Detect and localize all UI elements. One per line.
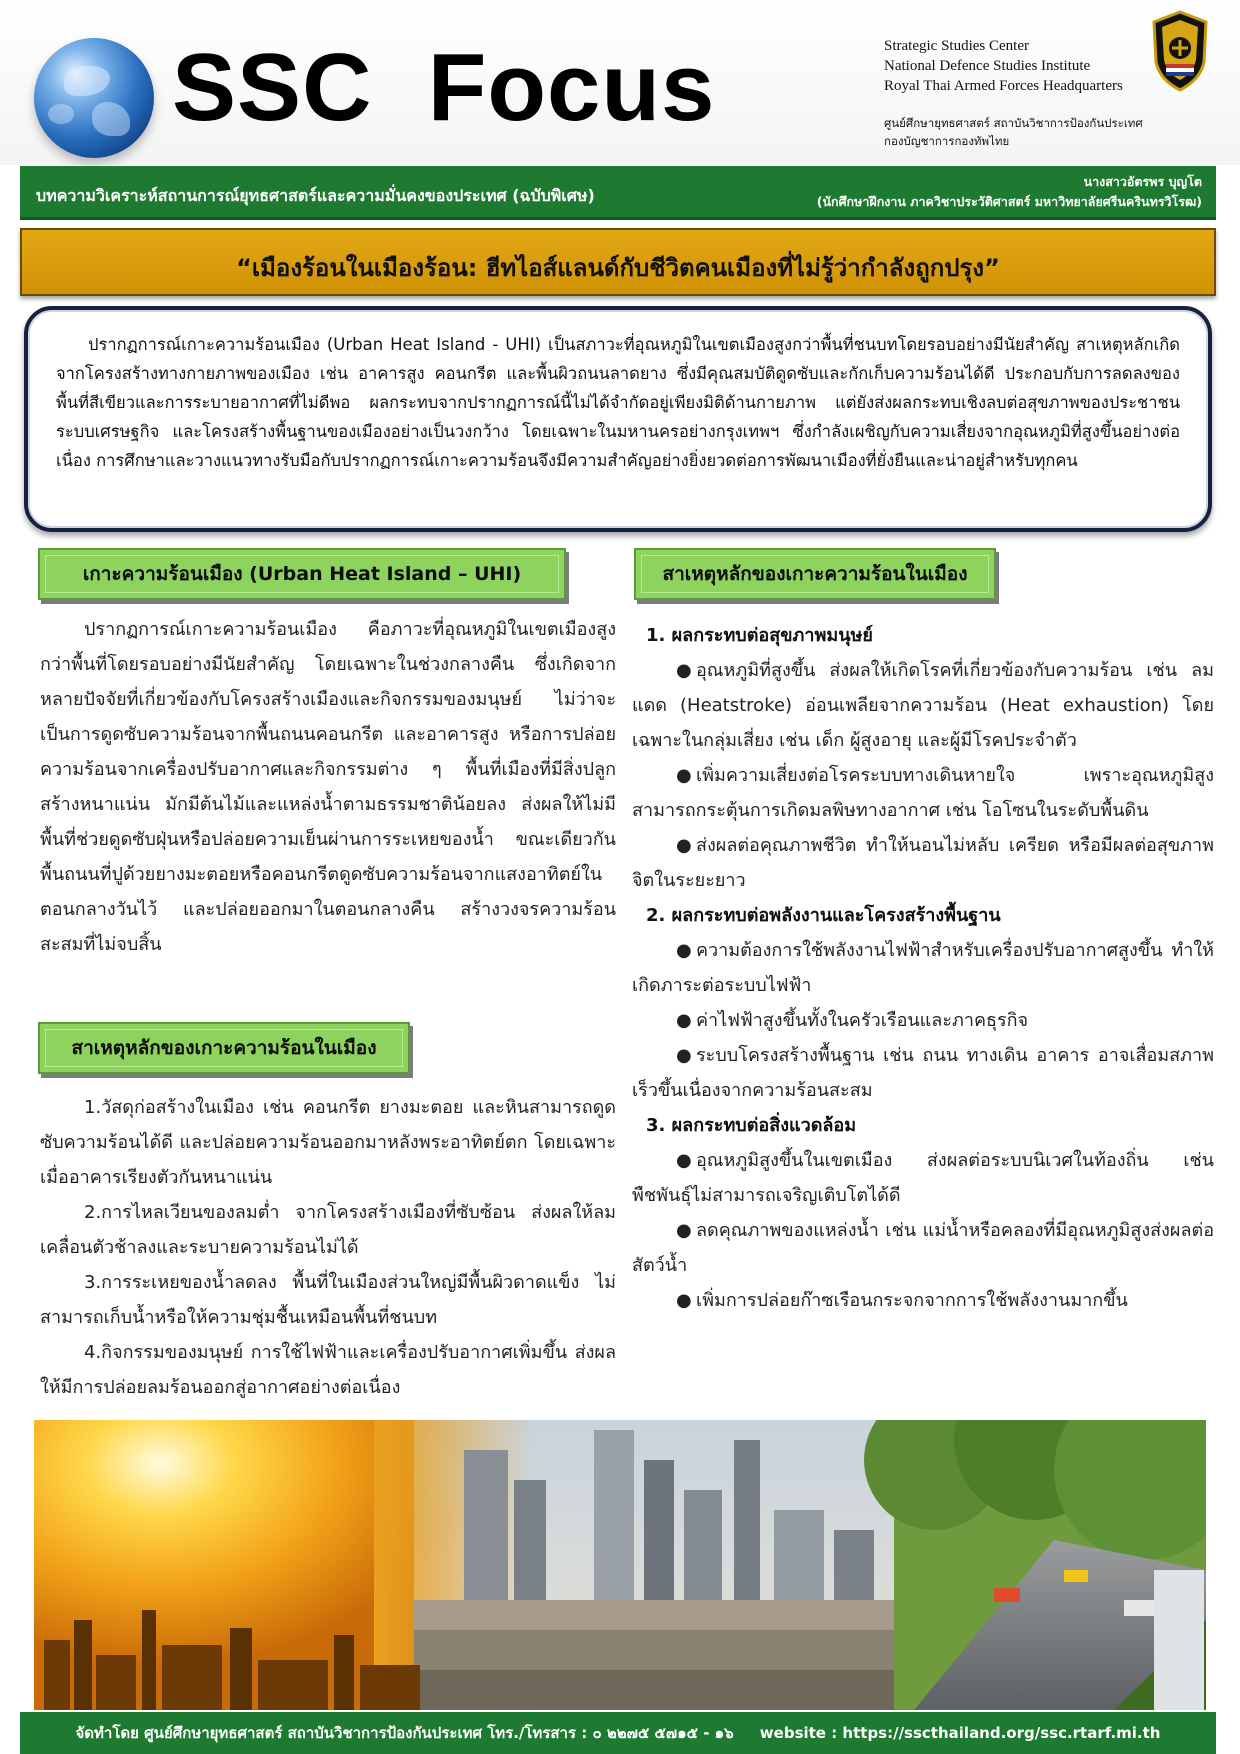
impact-subheading-environment: 3. ผลกระทบต่อสิ่งแวดล้อม	[646, 1115, 857, 1136]
bullet-dot-icon: ●	[676, 765, 692, 786]
cause-item: 2.การไหลเวียนของลมต่ำ จากโครงสร้างเมืองที่ซับซ้อน ส่งผลให้ลมเคลื่อนตัวช้าลงและระบายความร้อนไม่ได้	[40, 1202, 616, 1258]
bullet-dot-icon: ●	[676, 660, 692, 681]
bullet-dot-icon: ●	[676, 1290, 692, 1311]
impact-bullet: ● ลดคุณภาพของแหล่งน้ำ เช่น แม่น้ำหรือคลองที่มีอุณหภูมิสูงส่งผลต่อสัตว์น้ำ	[632, 1213, 1214, 1283]
series-label: บทความวิเคราะห์สถานการณ์ยุทธศาสตร์และความมั่นคงของประเทศ (ฉบับพิเศษ)	[36, 186, 595, 205]
armed-forces-emblem-icon	[1150, 10, 1210, 92]
cause-item: 3.การระเหยของน้ำลดลง พื้นที่ในเมืองส่วนใหญ่มีพื้นผิวดาดแข็ง ไม่สามารถเก็บน้ำหรือให้ความชุ่มชื้นเหมือนพื้นที่ชนบท	[40, 1272, 616, 1328]
section-heading-uhi	[38, 548, 566, 600]
org-en-line: National Defence Studies Institute	[884, 58, 1091, 74]
author-name: นางสาวอัตรพร บุญโต	[1083, 174, 1202, 189]
bullet-dot-icon: ●	[676, 1220, 692, 1241]
impacts-column	[632, 618, 1214, 1318]
org-th-line: กองบัญชาการกองทัพไทย	[884, 134, 1010, 148]
impact-bullet: ● ระบบโครงสร้างพื้นฐาน เช่น ถนน ทางเดิน อาคาร อาจเสื่อมสภาพเร็วขึ้นเนื่องจากความร้อนสะสม	[632, 1038, 1214, 1108]
bullet-dot-icon: ●	[676, 835, 692, 856]
organization-thai	[884, 114, 1143, 150]
globe-icon	[34, 38, 154, 158]
impact-bullet: ● เพิ่มความเสี่ยงต่อโรคระบบทางเดินหายใจ เพราะอุณหภูมิสูงสามารถกระตุ้นการเกิดมลพิษทางอากาศ เช่น โอโซนในระดับพื้นดิน	[632, 758, 1214, 828]
article-title-bar	[20, 228, 1216, 296]
page-footer	[20, 1712, 1216, 1754]
series-banner	[20, 166, 1216, 220]
impact-bullet: ● อุณหภูมิสูงขึ้นในเขตเมือง ส่งผลต่อระบบนิเวศในท้องถิ่น เช่น พืชพันธุ์ไม่สามารถเจริญเติบโตได้ดี	[632, 1143, 1214, 1213]
section-heading-label: สาเหตุหลักของเกาะความร้อนในเมือง	[662, 563, 968, 585]
causes-list	[40, 1090, 616, 1405]
intro-paragraph: ปรากฏการณ์เกาะความร้อนเมือง (Urban Heat Island - UHI) เป็นสภาวะที่อุณหภูมิในเขตเมืองสูงกว่าพื้นที่ชนบทโดยรอบอย่างมีนัยสำคัญ สาเหตุหลักเกิดจากโครงสร้างทางกายภาพของเมือง เช่น อาคารสูง คอนกรีต และพื้นผิวถนนลาดยาง ซึ่งมีคุณสมบัติดูดซับและกักเก็บความร้อนได้ดี ประกอบกับการลดลงของพื้นที่สีเขียวและการระบายอากาศที่ไม่ดีพอ ผลกระทบจากปรากฏการณ์นี้ไม่ได้จำกัดอยู่เพียงมิติด้านกายภาพ แต่ยังส่งผลกระทบเชิงลบต่อสุขภาพของประชาชน ระบบเศรษฐกิจ และโครงสร้างพื้นฐานของเมืองอย่างเป็นวงกว้าง โดยเฉพาะในมหานครอย่างกรุงเทพฯ ซึ่งกำลังเผชิญกับความเสี่ยงจากอุณหภูมิที่สูงขึ้นอย่างต่อเนื่อง การศึกษาและวางแนวทางรับมือกับปรากฏการณ์เกาะความร้อนจึงมีความสำคัญอย่างยิ่งยวดต่อการพัฒนาเมืองที่ยั่งยืนและน่าอยู่สำหรับทุกคน	[56, 335, 1180, 470]
author-affiliation: (นักศึกษาฝึกงาน ภาควิชาประวัติศาสตร์ มหาวิทยาลัยศรีนครินทรวิโรฒ)	[816, 194, 1202, 209]
bullet-dot-icon: ●	[676, 1150, 692, 1171]
bullet-dot-icon: ●	[676, 940, 692, 961]
organization-english	[884, 36, 1123, 96]
article-title: “เมืองร้อนในเมืองร้อน: ฮีทไอส์แลนด์กับชีวิตคนเมืองที่ไม่รู้ว่ากำลังถูกปรุง”	[236, 254, 1000, 282]
section-heading-label: เกาะความร้อนเมือง (Urban Heat Island – UHI)	[82, 563, 522, 585]
impact-bullet: ● เพิ่มการปล่อยก๊าซเรือนกระจกจากการใช้พลังงานมากขึ้น	[632, 1283, 1214, 1318]
page-header	[0, 0, 1240, 165]
cause-item: 4.กิจกรรมของมนุษย์ การใช้ไฟฟ้าและเครื่องปรับอากาศเพิ่มขึ้น ส่งผลให้มีการปล่อยลมร้อนออกสู่อากาศอย่างต่อเนื่อง	[40, 1342, 616, 1398]
author-block	[817, 172, 1202, 212]
org-th-line: ศูนย์ศึกษายุทธศาสตร์ สถาบันวิชาการป้องกันประเทศ	[884, 116, 1143, 130]
intro-box	[24, 306, 1212, 532]
masthead-title: SSC Focus	[172, 34, 716, 141]
bullet-dot-icon: ●	[676, 1010, 692, 1031]
bullet-dot-icon: ●	[676, 1045, 692, 1066]
section-heading-causes	[38, 1022, 410, 1074]
section-heading-label: สาเหตุหลักของเกาะความร้อนในเมือง	[71, 1037, 377, 1059]
cause-item: 1.วัสดุก่อสร้างในเมือง เช่น คอนกรีต ยางมะตอย และหินสามารถดูดซับความร้อนได้ดี และปล่อยความร้อนออกมาหลังพระอาทิตย์ตก โดยเฉพาะเมื่ออาคารเรียงตัวกันหนาแน่น	[40, 1097, 616, 1188]
impact-subheading-health: 1. ผลกระทบต่อสุขภาพมนุษย์	[646, 625, 873, 646]
impact-bullet: ● ค่าไฟฟ้าสูงขึ้นทั้งในครัวเรือนและภาคธุรกิจ	[632, 1003, 1214, 1038]
city-heat-photo	[34, 1420, 1206, 1710]
impact-bullet: ● ความต้องการใช้พลังงานไฟฟ้าสำหรับเครื่องปรับอากาศสูงขึ้น ทำให้เกิดภาระต่อระบบไฟฟ้า	[632, 933, 1214, 1003]
footer-contact: จัดทำโดย ศูนย์ศึกษายุทธศาสตร์ สถาบันวิชาการป้องกันประเทศ โทร./โทรสาร : ๐ ๒๒๗๕ ๕๗๑๕ - ๑๖ website : https://sscthailand.org/ssc.rtarf.mi.th	[75, 1724, 1161, 1742]
org-en-line: Strategic Studies Center	[884, 38, 1029, 54]
uhi-definition-paragraph: ปรากฏการณ์เกาะความร้อนเมือง คือภาวะที่อุณหภูมิในเขตเมืองสูงกว่าพื้นที่โดยรอบอย่างมีนัยสำคัญ โดยเฉพาะในช่วงกลางคืน ซึ่งเกิดจากหลายปัจจัยที่เกี่ยวข้องกับโครงสร้างเมืองและกิจกรรมของมนุษย์ ไม่ว่าจะเป็นการดูดซับความร้อนจากพื้นถนนคอนกรีต และอาคารสูง หรือการปล่อยความร้อนจากเครื่องปรับอากาศและกิจกรรมต่าง ๆ พื้นที่เมืองที่มีสิ่งปลูกสร้างหนาแน่น มักมีต้นไม้และแหล่งน้ำตามธรรมชาติน้อยลง ส่งผลให้ไม่มีพื้นที่ช่วยดูดซับฝุ่นหรือปล่อยความเย็นผ่านการระเหยของน้ำ ขณะเดียวกัน พื้นถนนที่ปูด้วยยางมะตอยหรือคอนกรีตดูดซับความร้อนจากแสงอาทิตย์ในตอนกลางวันไว้ และปล่อยออกมาในตอนกลางคืน สร้างวงจรความร้อนสะสมที่ไม่จบสิ้น	[40, 619, 616, 955]
section-heading-impacts	[634, 548, 996, 600]
uhi-definition-column	[40, 612, 616, 962]
impact-bullet: ● ส่งผลต่อคุณภาพชีวิต ทำให้นอนไม่หลับ เครียด หรือมีผลต่อสุขภาพจิตในระยะยาว	[632, 828, 1214, 898]
impact-bullet: ● อุณหภูมิที่สูงขึ้น ส่งผลให้เกิดโรคที่เกี่ยวข้องกับความร้อน เช่น ลมแดด (Heatstroke) อ่อนเพลียจากความร้อน (Heat exhaustion) โดยเฉพาะในกลุ่มเสี่ยง เช่น เด็ก ผู้สูงอายุ และผู้มีโรคประจำตัว	[632, 653, 1214, 758]
org-en-line: Royal Thai Armed Forces Headquarters	[884, 78, 1123, 94]
impact-subheading-energy: 2. ผลกระทบต่อพลังงานและโครงสร้างพื้นฐาน	[646, 905, 1001, 926]
